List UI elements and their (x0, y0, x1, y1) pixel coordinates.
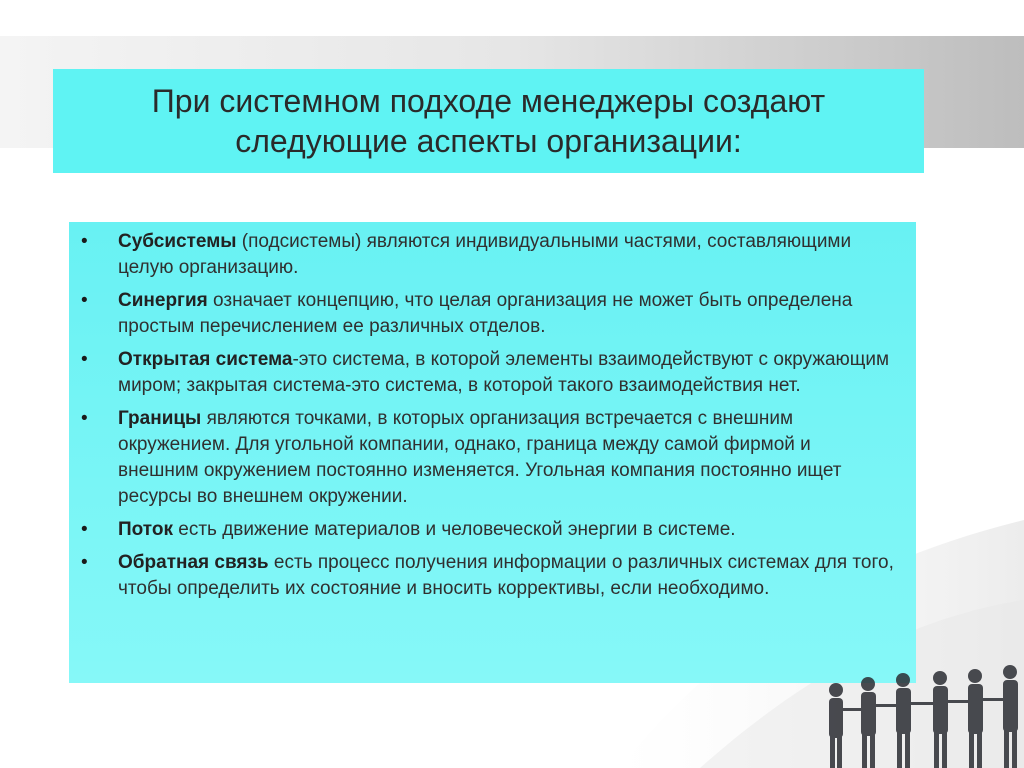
bullet-text: (подсистемы) являются индивидуальными частями, составляющими целую организацию. (118, 231, 852, 278)
bullet-text: есть процесс получения информации о различных системах для того, чтобы определить их состояние и вносить коррективы, если необходимо. (118, 552, 894, 599)
bullet-icon: • (81, 408, 88, 429)
bullet-list (69, 222, 916, 602)
bullet-text: -это система, в которой элементы взаимодействуют с окружающим миром; закрытая система-это система, в которой такого взаимодействия нет. (118, 349, 890, 396)
bullet-term: Обратная связь (118, 552, 269, 573)
bullet-item-feedback (81, 550, 896, 602)
bullet-item-open-system (81, 347, 896, 399)
bullet-text: есть движение материалов и человеческой энергии в системе. (172, 519, 736, 540)
bullet-item-flow (81, 517, 896, 543)
bullet-text: являются точками, в которых организация встречается с внешним окружением. Для угольной компании, однако, граница между самой фирмой и внешним окружением постоянно изменяется. Угольная компания постоянно ищет ресурсы во внешнем окружении. (118, 408, 842, 507)
bullet-icon: • (81, 552, 88, 573)
bullet-icon: • (81, 231, 88, 252)
title-line-1: При системном подходе менеджеры создают (151, 83, 826, 119)
title-line-2: следующие аспекты организации: (235, 123, 742, 159)
bullet-icon: • (81, 349, 88, 370)
bullet-term: Субсистемы (118, 231, 237, 252)
bullet-item-subsystems (81, 229, 896, 281)
bullet-item-synergy (81, 288, 896, 340)
content-box (69, 222, 916, 683)
bullet-term: Границы (118, 408, 202, 429)
bullet-term: Открытая система (118, 349, 293, 370)
bullet-item-boundaries (81, 406, 896, 510)
bullet-icon: • (81, 290, 88, 311)
bullet-term: Поток (118, 519, 173, 540)
title-box (53, 69, 924, 173)
bullet-term: Синергия (118, 290, 208, 311)
bullet-text: означает концепцию, что целая организация не может быть определена простым перечислением ее различных отделов. (118, 290, 853, 337)
bullet-icon: • (81, 519, 88, 540)
